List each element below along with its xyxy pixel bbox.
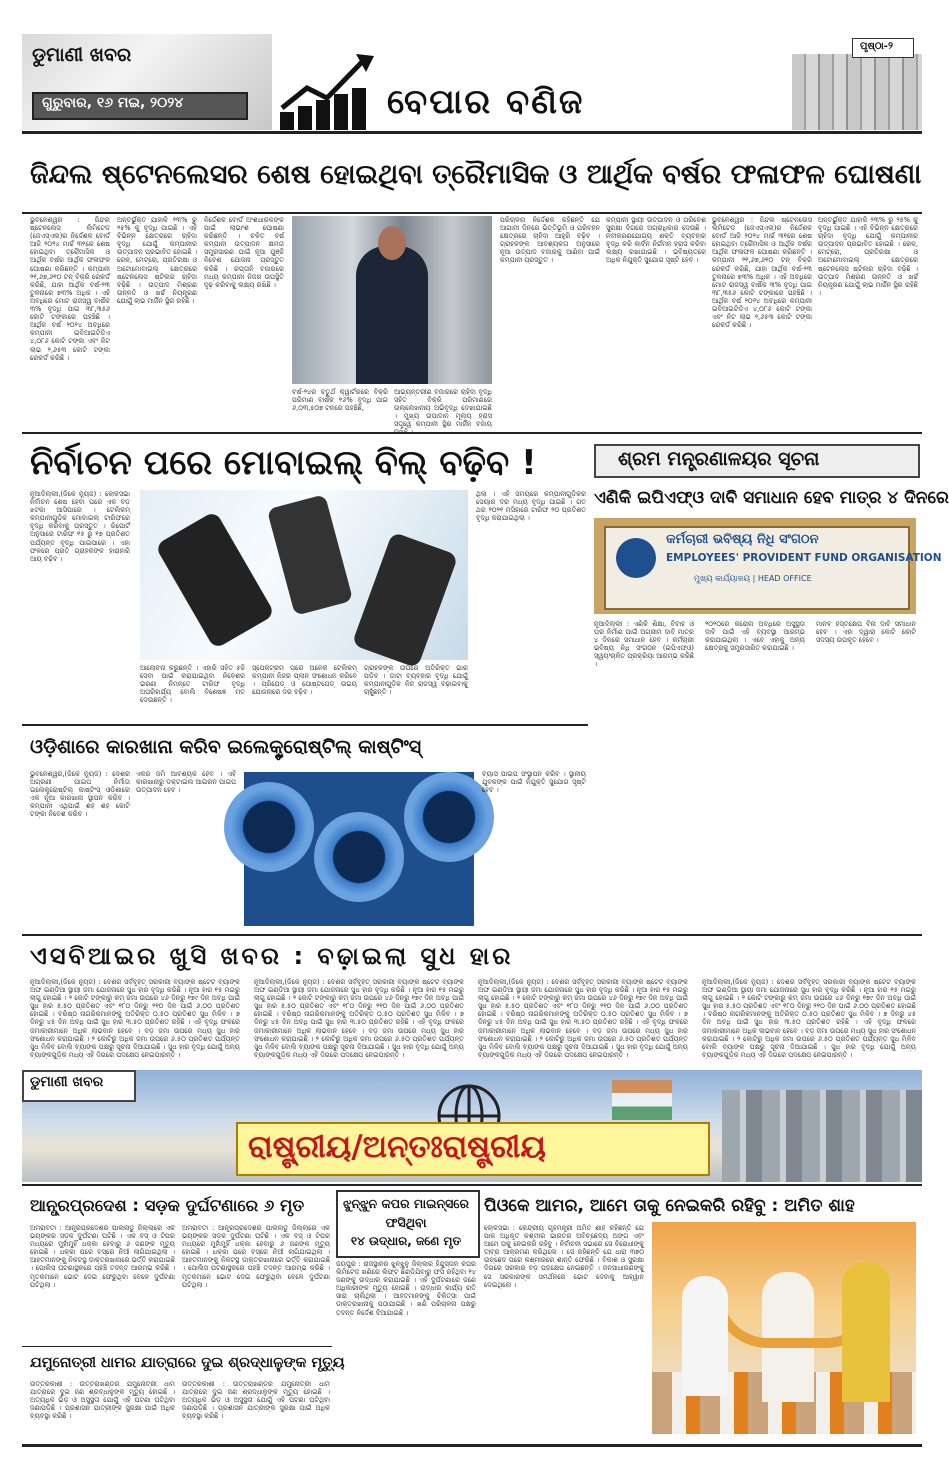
yamunotri-top-rule xyxy=(22,1346,332,1347)
epfo-label: ଶ୍ରମ ମନ୍ତ୍ରଣାଳୟର ସୂଚନା xyxy=(618,448,820,470)
mobile-column-4: ଗ୍ରାହକଙ୍କ ଉପରେ ଅତିରିକ୍ତ ଭାର ପଡ଼ିବ । ଡାଟା ବ୍ୟବହାର ବୃଦ୍ଧି ଯୋଗୁଁ କମ୍ପାନୀଗୁଡ଼ିକ ନିଜ ରାଜସ୍ୱ ବଢ଼ାଇବାକୁ ଚାହୁଁଛନ୍ତି । xyxy=(364,664,468,697)
andhra-top-rule xyxy=(22,1184,922,1186)
lead-headline: ଜିନ୍ଦଲ ଷ୍ଟେନଲେସର ଶେଷ ହୋଇଥିବା ତ୍ରୈମାସିକ ଓ ଆର୍ଥିକ ବର୍ଷର ଫଳାଫଳ ଘୋଷଣା xyxy=(30,159,922,190)
sbi-column-3: ନୂଆଦିଲ୍ଲୀ,(ଜିକେ ନ୍ୟୁଜ) : ଦେଶର ସର୍ବବୃହତ୍ ସରକାରୀ ବ୍ୟାଙ୍କ ଷ୍ଟେଟ ବ୍ୟାଙ୍କ ଅଫ ଇଣ୍ଡିଆ ସ୍ଥାୟୀ ଜମା ଯୋଜନାରେ ସୁଧ ହାର ବୃଦ୍ଧି କରିଛି । ନୂଆ ହାର ୧୫ ମଇରୁ ଲାଗୁ ହୋଇଛି । ୨ କୋଟି ଟଙ୍କାରୁ କମ୍ ଜମା ଉପରେ ୪୬ ଦିନରୁ ୧୭୯ ଦିନ ଅବଧି ପାଇଁ ସୁଧ ହାର ୫.୫୦ ପ୍ରତିଶତ ଏବଂ ୧୮୦ ଦିନରୁ ୨୧୦ ଦିନ ପାଇଁ ୬.୦୦ ପ୍ରତିଶତ ହୋଇଛି । ବରିଷ୍ଠ ନାଗରିକମାନଙ୍କୁ ଅତିରିକ୍ତ ୦.୫୦ ପ୍ରତିଶତ ସୁଧ ମିଳିବ । ୭ ଦିନରୁ ୪୫ ଦିନ ଅବଧି ପାଇଁ ସୁଧ ହାର ୩.୫୦ ପ୍ରତିଶତ ରହିଛି । ଏହି ବୃଦ୍ଧି ଫଳରେ ଜମାକାରୀମାନେ ଅଧିକ ଲାଭବାନ ହେବେ । ବଡ଼ ଜମା ଉପରେ ମଧ୍ୟ ସୁଧ ହାର ସଂଶୋଧନ କରାଯାଇଛି । ୨ କୋଟିରୁ ଅଧିକ ଜମା ଉପରେ ୬.୫୦ ପ୍ରତିଶତ ପର୍ଯ୍ୟନ୍ତ ସୁଧ ମିଳିବ ବୋଲି ବ୍ୟାଙ୍କ ପକ୍ଷରୁ ସୂଚନା ଦିଆଯାଇଛି । ସୁଧ ହାର ବୃଦ୍ଧି ଯୋଗୁଁ ଅନ୍ୟ ବ୍ୟାଙ୍କଗୁଡ଼ିକ ମଧ୍ୟ ଏହି ଦିଗରେ ପଦକ୍ଷେପ ନେଇପାରନ୍ତି । xyxy=(478,978,688,1059)
growth-chart-icon xyxy=(272,48,382,132)
national-banner xyxy=(22,1070,922,1182)
yamunotri-column-1: ଉତ୍ତରକାଶୀ : ଉତ୍ତରାଖଣ୍ଡର ଯମୁନୋତ୍ରୀ ଧାମ ଯାତ୍ରାରେ ଦୁଇ ଜଣ ଶ୍ରଦ୍ଧାଳୁଙ୍କ ମୃତ୍ୟୁ ହୋଇଛି । ଅତ୍ୟଧିକ ଭିଡ଼ ଓ ଅସୁସ୍ଥତା ଯୋଗୁଁ ଏହି ଘଟଣା ଘଟିଥିବା ଜଣାପଡ଼ିଛି । ପ୍ରଶାସନ ଯାତ୍ରୀଙ୍କ ସୁରକ୍ଷା ପାଇଁ ଅଧିକ ବ୍ୟବସ୍ଥା କରିଛି । xyxy=(30,1380,175,1421)
leader-2-figure xyxy=(842,1262,890,1402)
factory-column-1: ଭୁବନେଶ୍ୱର,(ଜିକେ ନ୍ୟୁଜ) : ଦେଶର ଅଗ୍ରଣୀ ପାଇପ ନିର୍ମାତା ଇଲେକ୍ଟ୍ରୋଷ୍ଟିଲ୍ କାଷ୍ଟିଂସ୍ ଓଡ଼ିଶାରେ ଏକ ନୂଆ କାରଖାନା ସ୍ଥାପନ କରିବ । କମ୍ପାନୀ ଏଥିପାଇଁ ଶହ ଶହ କୋଟି ଟଙ୍କା ନିବେଶ କରିବ । xyxy=(30,770,130,819)
andhra-column-1: ଅମରାବତୀ : ଆନ୍ଧ୍ରପ୍ରଦେଶର ପାଲନାଡୁ ଜିଲ୍ଲାରେ ଏକ ଭୟଙ୍କର ସଡ଼କ ଦୁର୍ଘଟଣା ଘଟିଛି । ଏକ ବସ୍ ଓ ଟିପର ମଧ୍ୟରେ ମୁହାଁମୁହିଁ ଧକ୍କା ହେବାରୁ ୬ ଜଣଙ୍କ ମୃତ୍ୟୁ ହୋଇଛି । ଧକ୍କା ପରେ ବସ୍‌ରେ ନିଆଁ ଲାଗିଯାଇଥିଲା । ଆହତମାନଙ୍କୁ ନିକଟସ୍ଥ ଡାକ୍ତରଖାନାରେ ଭର୍ତ୍ତି କରାଯାଇଛି । ପୋଲିସ ଘଟଣାସ୍ଥଳରେ ପହଞ୍ଚି ତଦନ୍ତ ଆରମ୍ଭ କରିଛି । ମୃତକମାନେ ଭୋଟ ଦେଇ ଫେରୁଥିବା ବେଳେ ଦୁର୍ଘଟଣା ଘଟିଥିଲା । xyxy=(30,1224,176,1289)
executive-face xyxy=(378,226,406,260)
lead-bottom-rule xyxy=(22,432,922,434)
andhra-headline: ଆନ୍ଧ୍ରପ୍ରଦେଶ : ସଡ଼କ ଦୁର୍ଘଟଣାରେ ୬ ମୃତ xyxy=(30,1196,305,1215)
mine-headline: ଝୁନ୍‌ଝୁନ କପର ମାଇନ୍ସରେ ଫସିଥିବା xyxy=(342,1196,470,1230)
lead-column-4: ଆଭ୍ୟନ୍ତରୀଣ ବଜାରରେ ଚାହିଦା ବୃଦ୍ଧି ସହିତ ବିକ୍ରି ପରିମାଣରେ ଉଲ୍ଲେଖନୀୟ ଅଭିବୃଦ୍ଧି ଦେଖାଯାଇଛି । ମୁଖ୍ୟ ଉପାଦାନ ମୂଲ୍ୟ ହ୍ରାସ ସତ୍ତ୍ୱେ କମ୍ପାନୀ ସ୍ଥିର ମାର୍ଜିନ ବଜାୟ xyxy=(394,388,492,429)
page-bottom-rule xyxy=(22,1444,922,1447)
yamunotri-column-2: ଉତ୍ତରକାଶୀ : ଉତ୍ତରାଖଣ୍ଡର ଯମୁନୋତ୍ରୀ ଧାମ ଯାତ୍ରାରେ ଦୁଇ ଜଣ ଶ୍ରଦ୍ଧାଳୁଙ୍କ ମୃତ୍ୟୁ ହୋଇଛି । ଅତ୍ୟଧିକ ଭିଡ଼ ଓ ଅସୁସ୍ଥତା ଯୋଗୁଁ ଏହି ଘଟଣା ଘଟିଥିବା ଜଣାପଡ଼ିଛି । ପ୍ରଶାସନ ଯାତ୍ରୀଙ୍କ ସୁରକ୍ଷା ପାଇଁ ଅଧିକ ବ୍ୟବସ୍ଥା କରିଛି । xyxy=(182,1380,330,1421)
epfo-logo xyxy=(616,538,656,578)
sbi-headline: ଏସବିଆଇର ଖୁସି ଖବର : ବଢ଼ାଇଲା ସୁଧ ହାର xyxy=(30,942,514,970)
smartphone-1 xyxy=(155,511,276,650)
leader-3-figure xyxy=(682,1276,728,1396)
lead-column-8: ଅନ୍ତର୍ଭୁକ୍ତ ଯାହାକି ୨୩% ରୁ ୨୫% କୁ ବୃଦ୍ଧି ପାଇଛି । ଏହି ବିଭିନ୍ନ କ୍ଷେତ୍ରରେ ଚାହିଦା ବୃଦ୍ଧି ଯୋଗୁଁ କମ୍ପାନୀର ଉତ୍ପାଦନ ପ୍ରଭାବିତ ହୋଇଛି । ରେଳ, ମେଟ୍ରୋ, ପ୍ରତିରକ୍ଷା ଓ ଅଟୋମୋବାଇଲ୍ କ୍ଷେତ୍ରରେ ଷ୍ଟେନଲେସ ଷ୍ଟିଲର ଚାହିଦା ବଢ଼ିଛି । ଉତ୍ପାଦ ମିଶ୍ରଣ ଉନ୍ନତି ଓ ଖର୍ଚ୍ଚ ନିୟନ୍ତ୍ରଣ ଯୋଗୁଁ ଲାଭ ମାର୍ଜିନ ସ୍ଥିର ରହିଛି । xyxy=(818,216,918,297)
mobile-column-3: ସ୍ପେକଟ୍ରମ ପରେ ଅନେକ ଟେଲିକମ୍ କମ୍ପାନୀ ନିଜର ପ୍ଲାନ ସଂଶୋଧନ କରିବେ । ପ୍ରିପେଡ୍ ଓ ପୋଷ୍ଟପେଡ୍ ଉଭୟ ଯୋଜନାରେ ଦର ବଢ଼ିବ । xyxy=(252,664,357,697)
lead-column-2: ଅନ୍ତର୍ଭୁକ୍ତ ଯାହାକି ୨୩% ରୁ ୨୫% କୁ ବୃଦ୍ଧି ପାଇଛି । ଏହି ବିଭିନ୍ନ କ୍ଷେତ୍ରରେ ଚାହିଦା ବୃଦ୍ଧି ଯୋଗୁଁ କମ୍ପାନୀର ଉତ୍ପାଦନ ପ୍ରଭାବିତ ହୋଇଛି । ରେଳ, ମେଟ୍ରୋ, ପ୍ରତିରକ୍ଷା ଓ ଅଟୋମୋବାଇଲ୍ କ୍ଷେତ୍ରରେ ଷ୍ଟେନଲେସ ଷ୍ଟିଲର ଚାହିଦା ବଢ଼ିଛି । ଉତ୍ପାଦ ମିଶ୍ରଣ ଉନ୍ନତି ଓ ଖର୍ଚ୍ଚ ନିୟନ୍ତ୍ରଣ ଯୋଗୁଁ ଲାଭ ମାର୍ଜିନ ସ୍ଥିର ରହିଛି । xyxy=(117,216,197,305)
factory-column-2: ଏକର ଜମି ଆବଶ୍ୟକ ହେବ । ଏହି କାରଖାନାରୁ ଡକ୍ଟାଇଲ ଆଇରନ ପାଇପ ଉତ୍ପାଦନ ହେବ । xyxy=(136,770,236,795)
lead-rule xyxy=(22,212,922,214)
national-title: ରାଷ୍ଟ୍ରୀୟ/ଅନ୍ତଃରାଷ୍ଟ୍ରୀୟ xyxy=(248,1129,547,1165)
epfo-headline: ଏଣିକି ଇପିଏଫ୍‌ଓ ଦାବି ସମାଧାନ ହେବ ମାତ୍ର ୪ ଦିନରେ xyxy=(594,488,949,508)
factory-column-3: ବ୍ୟାସ ପାଇପ ସଂସ୍ଥାପନ କରିବ । ସ୍ଥାନୀୟ ଯୁବକଙ୍କ ପାଇଁ ନିଯୁକ୍ତି ସୁଯୋଗ ସୃଷ୍ଟି ହେବ । xyxy=(482,770,586,795)
mobile-column-2: ଆଲୋଚନା କରୁଛନ୍ତି । ଏହାରି ସହିତ ୫ଜି ସେବା ପାଇଁ କରାଯାଇଥିବା ନିବେଶର ଭରଣା ନିମନ୍ତେ ଟାରିଫ ବୃଦ୍ଧି ଅପରିହାର୍ଯ୍ୟ ବୋଲି ବିଶେଷଜ୍ଞ ମତ ଦେଉଛନ୍ତି । xyxy=(140,664,245,705)
smartphone-3 xyxy=(352,532,459,669)
mobile-column-1: ନୂଆଦିଲ୍ଲୀ,(ଜିକେ ନ୍ୟୁଜ) : ଲୋକସଭା ନିର୍ବାଚନ ଶେଷ ହେବା ପରେ ଏକ ବଡ଼ ଝଟକା ଆସିପାରେ । ଟେଲିକମ୍ କମ୍ପାନୀଗୁଡ଼ିକ ମୋବାଇଲ୍ ଟାରିଫରେ ବୃଦ୍ଧି କରିବାକୁ ପ୍ରସ୍ତୁତ । ରିପୋର୍ଟ ଅନୁସାରେ ଟାରିଫ ୧୫ ରୁ ୧୭ ପ୍ରତିଶତ ପର୍ଯ୍ୟନ୍ତ ବୃଦ୍ଧି ପାଇପାରେ । ଏହା ଫଳରେ ପ୍ରତି ଗ୍ରାହକଙ୍କ ହାରାହାରି ଆୟ ବଢ଼ିବ । xyxy=(30,490,130,563)
masthead-rule xyxy=(22,131,922,134)
globe-icon xyxy=(434,1076,504,1128)
factory-top-rule xyxy=(22,724,588,726)
masthead xyxy=(22,34,922,130)
epfo-column-1: ନୂଆଦିଲ୍ଲୀ : ଏଣିକି ଶିକ୍ଷା, ବିବାହ ଓ ଘର ନିର୍ମାଣ ପାଇଁ ଅଗ୍ରୀମ ଦାବି ମାତ୍ର ୪ ଦିନରେ ସମାଧାନ ହେବ । କର୍ମଚାରୀ ଭବିଷ୍ୟ ନିଧି ସଂଗଠନ (ଇପିଏଫ୍‌ଓ) ସ୍ୱୟଂଚାଳିତ ପ୍ରକ୍ରିୟା ଆରମ୍ଭ କରିଛି । xyxy=(594,620,694,669)
pipes-photo xyxy=(244,772,474,926)
lead-column-7: ଭୁବନେଶ୍ୱର : ଜିନ୍ଦଲ ଷ୍ଟେନଲେସ ଲିମିଟେଡ (ଜେଏସ୍‌ଏଲ)ର ନିର୍ଦ୍ଦେଶକ ବୋର୍ଡ ଆଜି ୨୦୨୪ ମାର୍ଚ୍ଚ ୩୧ରେ ଶେଷ ହୋଇଥିବା ତ୍ରୈମାସିକ ଓ ଆର୍ଥିକ ବର୍ଷର ଆର୍ଥିକ ଫଳାଫଳ ଘୋଷଣା କରିଛନ୍ତି । କମ୍ପାନୀ ୨୧,୬୭,୬୧୦ ଟନ୍ ବିକ୍ରି ରେକର୍ଡ କରିଛି, ଯାହା ଆର୍ଥିକ ବର୍ଷ-୨୩ ତୁଳନାରେ ୭୩% ଅଧିକ । ଏହି ଅବଧିରେ ମୋଟ ରାଜସ୍ୱ ବାର୍ଷିକ ୩% ବୃଦ୍ଧି ପାଇ ୩୮,୩୫୬ କୋଟି ଟଙ୍କାରେ ପହଞ୍ଚିଛି । ଆର୍ଥିକ ବର୍ଷ ୨୦୨୪ ଅବଧିରେ କମ୍ପାନୀ ଇବିଆଇଟିଡିଏ ୪,୦୮୬ କୋଟି ଟଙ୍କା ଏବଂ ନିଟ ଲାଭ ୨,୬୫୩ କୋଟି ଟଙ୍କା ରେକର୍ଡ କରିଛି । xyxy=(712,216,812,330)
factory-headline: ଓଡ଼ିଶାରେ କାରଖାନା କରିବ ଇଲେକ୍ଟ୍ରୋଷ୍ଟିଲ୍ କାଷ୍ଟିଂସ୍ xyxy=(30,736,422,758)
epfo-sign-odia: କର୍ମଚାରୀ ଭବିଷ୍ୟ ନିଧି ସଂଗଠନ xyxy=(666,532,819,547)
mobile-photo xyxy=(140,490,468,660)
pipe-1 xyxy=(224,782,314,872)
sbi-column-2: ନୂଆଦିଲ୍ଲୀ,(ଜିକେ ନ୍ୟୁଜ) : ଦେଶର ସର୍ବବୃହତ୍ ସରକାରୀ ବ୍ୟାଙ୍କ ଷ୍ଟେଟ ବ୍ୟାଙ୍କ ଅଫ ଇଣ୍ଡିଆ ସ୍ଥାୟୀ ଜମା ଯୋଜନାରେ ସୁଧ ହାର ବୃଦ୍ଧି କରିଛି । ନୂଆ ହାର ୧୫ ମଇରୁ ଲାଗୁ ହୋଇଛି । ୨ କୋଟି ଟଙ୍କାରୁ କମ୍ ଜମା ଉପରେ ୪୬ ଦିନରୁ ୧୭୯ ଦିନ ଅବଧି ପାଇଁ ସୁଧ ହାର ୫.୫୦ ପ୍ରତିଶତ ଏବଂ ୧୮୦ ଦିନରୁ ୨୧୦ ଦିନ ପାଇଁ ୬.୦୦ ପ୍ରତିଶତ ହୋଇଛି । ବରିଷ୍ଠ ନାଗରିକମାନଙ୍କୁ ଅତିରିକ୍ତ ୦.୫୦ ପ୍ରତିଶତ ସୁଧ ମିଳିବ । ୭ ଦିନରୁ ୪୫ ଦିନ ଅବଧି ପାଇଁ ସୁଧ ହାର ୩.୫୦ ପ୍ରତିଶତ ରହିଛି । ଏହି ବୃଦ୍ଧି ଫଳରେ ଜମାକାରୀମାନେ ଅଧିକ ଲାଭବାନ ହେବେ । ବଡ଼ ଜମା ଉପରେ ମଧ୍ୟ ସୁଧ ହାର ସଂଶୋଧନ କରାଯାଇଛି । ୨ କୋଟିରୁ ଅଧିକ ଜମା ଉପରେ ୬.୫୦ ପ୍ରତିଶତ ପର୍ଯ୍ୟନ୍ତ ସୁଧ ମିଳିବ ବୋଲି ବ୍ୟାଙ୍କ ପକ୍ଷରୁ ସୂଚନା ଦିଆଯାଇଛି । ସୁଧ ହାର ବୃଦ୍ଧି ଯୋଗୁଁ ଅନ୍ୟ ବ୍ୟାଙ୍କଗୁଡ଼ିକ ମଧ୍ୟ ଏହି ଦିଗରେ ପଦକ୍ଷେପ ନେଇପାରନ୍ତି । xyxy=(254,978,464,1059)
section-title: ବେପାର ବଣିଜ xyxy=(387,82,585,122)
sbi-top-rule xyxy=(22,934,922,936)
epfo-column-2: ୨୦୨୦ରେ କରୋନା ଅବଧିରେ ଅସୁସ୍ଥତା ଦାବି ପାଇଁ ଏହି ବ୍ୟବସ୍ଥା ଆରମ୍ଭ କରାଯାଇଥିଲା । ଏବେ ଏହାକୁ ଅନ୍ୟ କ୍ଷେତ୍ରକୁ ସମ୍ପ୍ରସାରିତ କରାଯାଇଛି । xyxy=(705,620,805,653)
pipe-2 xyxy=(314,812,404,902)
mine-column: ଜୟପୁର : ରାଜସ୍ଥାନର ଝୁନ୍‌ଝୁନୁ ଜିଲ୍ଲାର ହିନ୍ଦୁସ୍ତାନ କପର ଲିମିଟେଡ ଖଣିରେ ଲିଫ୍ଟ ଛିଣ୍ଡିଯିବାରୁ ଫସି ରହିଥିବା ୧୪ ଜଣଙ୍କୁ ଉଦ୍ଧାର କରାଯାଇଛି । ଏହି ଦୁର୍ଘଟଣାରେ ଜଣେ ଅଧିକାରୀଙ୍କ ମୃତ୍ୟୁ ହୋଇଛି । ଉଦ୍ଧାର କାର୍ଯ୍ୟ ରାତି ସାରା ଚାଲିଥିଲା । ଆହତମାନଙ୍କୁ ଚିକିତ୍ସା ପାଇଁ ଡାକ୍ତରଖାନାକୁ ପଠାଯାଇଛି । ଖଣି ପରିଚାଳନା ପକ୍ଷରୁ ତଦନ୍ତ ନିର୍ଦ୍ଦେଶ ଦିଆଯାଇଛି । xyxy=(336,1260,476,1317)
shah-photo xyxy=(652,1222,916,1434)
executive-figure xyxy=(356,246,428,384)
sbi-column-1: ନୂଆଦିଲ୍ଲୀ,(ଜିକେ ନ୍ୟୁଜ) : ଦେଶର ସର୍ବବୃହତ୍ ସରକାରୀ ବ୍ୟାଙ୍କ ଷ୍ଟେଟ ବ୍ୟାଙ୍କ ଅଫ ଇଣ୍ଡିଆ ସ୍ଥାୟୀ ଜମା ଯୋଜନାରେ ସୁଧ ହାର ବୃଦ୍ଧି କରିଛି । ନୂଆ ହାର ୧୫ ମଇରୁ ଲାଗୁ ହୋଇଛି । ୨ କୋଟି ଟଙ୍କାରୁ କମ୍ ଜମା ଉପରେ ୪୬ ଦିନରୁ ୧୭୯ ଦିନ ଅବଧି ପାଇଁ ସୁଧ ହାର ୫.୫୦ ପ୍ରତିଶତ ଏବଂ ୧୮୦ ଦିନରୁ ୨୧୦ ଦିନ ପାଇଁ ୬.୦୦ ପ୍ରତିଶତ ହୋଇଛି । ବରିଷ୍ଠ ନାଗରିକମାନଙ୍କୁ ଅତିରିକ୍ତ ୦.୫୦ ପ୍ରତିଶତ ସୁଧ ମିଳିବ । ୭ ଦିନରୁ ୪୫ ଦିନ ଅବଧି ପାଇଁ ସୁଧ ହାର ୩.୫୦ ପ୍ରତିଶତ ରହିଛି । ଏହି ବୃଦ୍ଧି ଫଳରେ ଜମାକାରୀମାନେ ଅଧିକ ଲାଭବାନ ହେବେ । ବଡ଼ ଜମା ଉପରେ ମଧ୍ୟ ସୁଧ ହାର ସଂଶୋଧନ କରାଯାଇଛି । ୨ କୋଟିରୁ ଅଧିକ ଜମା ଉପରେ ୬.୫୦ ପ୍ରତିଶତ ପର୍ଯ୍ୟନ୍ତ ସୁଧ ମିଳିବ ବୋଲି ବ୍ୟାଙ୍କ ପକ୍ଷରୁ ସୂଚନା ଦିଆଯାଇଛି । ସୁଧ ହାର ବୃଦ୍ଧି ଯୋଗୁଁ ଅନ୍ୟ ବ୍ୟାଙ୍କଗୁଡ଼ିକ ମଧ୍ୟ ଏହି ଦିଗରେ ପଦକ୍ଷେପ ନେଇପାରନ୍ତି । xyxy=(30,978,240,1059)
city-skyline xyxy=(722,1090,922,1182)
yamunotri-headline: ଯମୁନୋତ୍ରୀ ଧାମର ଯାତ୍ରାରେ ଦୁଇ ଶ୍ରଦ୍ଧାଳୁଙ୍କ ମୃତ୍ୟୁ xyxy=(30,1355,345,1371)
epfo-sign-photo xyxy=(594,518,942,614)
lead-column-6: କମ୍ପାନୀ ସ୍ଥାୟୀ ଉତ୍ପାଦନ ଓ ପରିବେଶ ସୁରକ୍ଷା ଦିଗରେ ଅଗ୍ରାଧିକାର ଦେଉଛି । ନବୀକରଣଯୋଗ୍ୟ ଶକ୍ତି ବ୍ୟବହାର ବୃଦ୍ଧି କରି କାର୍ବନ ନିର୍ଗମନ ହ୍ରାସ କରିବା ଲକ୍ଷ୍ୟ ରଖାଯାଇଛି । ଭବିଷ୍ୟତରେ ଅଧିକ ନିଯୁକ୍ତି ସୁଯୋଗ ସୃଷ୍ଟି ହେବ । xyxy=(606,216,706,265)
lead-photo-caption: ବର୍ଷ-୨୪ର ଚତୁର୍ଥ କ୍ୱାର୍ଟରରେ ବିକ୍ରି ପରିମାଣ ବାର୍ଷିକ ୧୬% ବୃଦ୍ଧି ପାଇ ୬,୦୩,୫୦୭ ଟନରେ ପହଞ୍ଚିଛି, xyxy=(292,388,388,413)
mobile-column-5: ଥିଲା । ଏହି ସମୟରେ କମ୍ପାନୀଗୁଡ଼ିକର ସେୟାର ଦର ମଧ୍ୟ ବୃଦ୍ଧି ପାଇଛି । ଗତ ଥର ୨୦୨୧ ମସିହାରେ ଟାରିଫ ୨୦ ପ୍ରତିଶତ ବୃଦ୍ଧି କରାଯାଇଥିଲା । xyxy=(476,490,586,523)
epfo-sign-english: EMPLOYEES' PROVIDENT FUND ORGANISATION xyxy=(666,552,942,564)
brand-name: ଡୁମାଣୀ ଖବର xyxy=(32,44,132,66)
coins-image xyxy=(792,54,922,130)
mobile-headline: ନିର୍ବାଚନ ପରେ ମୋବାଇଲ୍ ବିଲ୍ ବଢ଼ିବ ! xyxy=(30,443,537,483)
epfo-sign-office: ମୁଖ୍ୟ କାର୍ଯ୍ୟାଳୟ | HEAD OFFICE xyxy=(694,574,812,583)
page-number: ପୃଷ୍ଠା-୨ xyxy=(860,41,893,52)
epfo-column-3: ମାନବ ହସ୍ତକ୍ଷେପ ବିନା ଦାବି ସମାଧାନ ହେବ । ଏହା ଦ୍ୱାରା କୋଟି କୋଟି ସଦସ୍ୟ ଉପକୃତ ହେବେ । xyxy=(816,620,916,645)
smartphone-2 xyxy=(267,494,353,616)
lead-column-1: ଭୁବନେଶ୍ୱର : ଜିନ୍ଦଲ ଷ୍ଟେନଲେସ ଲିମିଟେଡ (ଜେଏସ୍‌ଏଲ)ର ନିର୍ଦ୍ଦେଶକ ବୋର୍ଡ ଆଜି ୨୦୨୪ ମାର୍ଚ୍ଚ ୩୧ରେ ଶେଷ ହୋଇଥିବା ତ୍ରୈମାସିକ ଓ ଆର୍ଥିକ ବର୍ଷର ଆର୍ଥିକ ଫଳାଫଳ ଘୋଷଣା କରିଛନ୍ତି । କମ୍ପାନୀ ୨୧,୬୭,୬୧୦ ଟନ୍ ବିକ୍ରି ରେକର୍ଡ କରିଛି, ଯାହା ଆର୍ଥିକ ବର୍ଷ-୨୩ ତୁଳନାରେ ୭୩% ଅଧିକ । ଏହି ଅବଧିରେ ମୋଟ ରାଜସ୍ୱ ବାର୍ଷିକ ୩% ବୃଦ୍ଧି ପାଇ ୩୮,୩୫୬ କୋଟି ଟଙ୍କାରେ ପହଞ୍ଚିଛି । ଆର୍ଥିକ ବର୍ଷ ୨୦୨୪ ଅବଧିରେ କମ୍ପାନୀ ଇବିଆଇଟିଡିଏ ୪,୦୮୬ କୋଟି ଟଙ୍କା ଏବଂ ନିଟ ଲାଭ ୨,୬୫୩ କୋଟି ଟଙ୍କା ରେକର୍ଡ କରିଛି । xyxy=(30,216,110,362)
sbi-column-4: ନୂଆଦିଲ୍ଲୀ,(ଜିକେ ନ୍ୟୁଜ) : ଦେଶର ସର୍ବବୃହତ୍ ସରକାରୀ ବ୍ୟାଙ୍କ ଷ୍ଟେଟ ବ୍ୟାଙ୍କ ଅଫ ଇଣ୍ଡିଆ ସ୍ଥାୟୀ ଜମା ଯୋଜନାରେ ସୁଧ ହାର ବୃଦ୍ଧି କରିଛି । ନୂଆ ହାର ୧୫ ମଇରୁ ଲାଗୁ ହୋଇଛି । ୨ କୋଟି ଟଙ୍କାରୁ କମ୍ ଜମା ଉପରେ ୪୬ ଦିନରୁ ୧୭୯ ଦିନ ଅବଧି ପାଇଁ ସୁଧ ହାର ୫.୫୦ ପ୍ରତିଶତ ଏବଂ ୧୮୦ ଦିନରୁ ୨୧୦ ଦିନ ପାଇଁ ୬.୦୦ ପ୍ରତିଶତ ହୋଇଛି । ବରିଷ୍ଠ ନାଗରିକମାନଙ୍କୁ ଅତିରିକ୍ତ ୦.୫୦ ପ୍ରତିଶତ ସୁଧ ମିଳିବ । ୭ ଦିନରୁ ୪୫ ଦିନ ଅବଧି ପାଇଁ ସୁଧ ହାର ୩.୫୦ ପ୍ରତିଶତ ରହିଛି । ଏହି ବୃଦ୍ଧି ଫଳରେ ଜମାକାରୀମାନେ ଅଧିକ ଲାଭବାନ ହେବେ । ବଡ଼ ଜମା ଉପରେ ମଧ୍ୟ ସୁଧ ହାର ସଂଶୋଧନ କରାଯାଇଛି । ୨ କୋଟିରୁ ଅଧିକ ଜମା ଉପରେ ୬.୫୦ ପ୍ରତିଶତ ପର୍ଯ୍ୟନ୍ତ ସୁଧ ମିଳିବ ବୋଲି ବ୍ୟାଙ୍କ ପକ୍ଷରୁ ସୂଚନା ଦିଆଯାଇଛି । ସୁଧ ହାର ବୃଦ୍ଧି ଯୋଗୁଁ ଅନ୍ୟ ବ୍ୟାଙ୍କଗୁଡ଼ିକ ମଧ୍ୟ ଏହି ଦିଗରେ ପଦକ୍ଷେପ ନେଇପାରନ୍ତି । xyxy=(702,978,916,1059)
lead-column-5: ପରିଚାଳନା ନିର୍ଦ୍ଦେଶକ କହିଛନ୍ତି ଯେ ଆଗାମୀ ଦିନରେ ଭିତ୍ତିଭୂମି ଓ ପରିବହନ କ୍ଷେତ୍ରରେ ଚାହିଦା ଆହୁରି ବଢ଼ିବ । ଗ୍ରାହକଙ୍କ ଆବଶ୍ୟକତା ଅନୁସାରେ ନୂଆ ଉତ୍ପାଦ ବଜାରକୁ ଆଣିବା ପାଇଁ କମ୍ପାନୀ ପ୍ରସ୍ତୁତ । xyxy=(500,216,600,265)
shah-column-1: ଲୋକସଭା : କେନ୍ଦ୍ରୀୟ ଗୃହମନ୍ତ୍ରୀ ଅମିତ ଶାହ କହିଛନ୍ତି ଯେ ପାକ ଅଧିକୃତ କଶ୍ମୀର ଭାରତର ଅବିଚ୍ଛେଦ୍ୟ ଅଙ୍ଗ ଏବଂ ଆମେ ତାକୁ ନେଇକରି ରହିବୁ । ନିର୍ବାଚନୀ ସଭାରେ ସେ ବିରୋଧୀଙ୍କୁ ତୀବ୍ର ଆକ୍ରମଣ କରିଥିଲେ । ସେ କହିଛନ୍ତି ଯେ ଧାରା ୩୭୦ ଉଚ୍ଛେଦ ପରେ କଶ୍ମୀରରେ ଶାନ୍ତି ଫେରିଛି । ବିକାଶ ଓ ସୁରକ୍ଷା ଦିଗରେ ସରକାର ବଡ଼ ପଦକ୍ଷେପ ନେଇଛନ୍ତି । ଜନସାଧାରଣଙ୍କୁ ସେ ସରକାରଙ୍କ ସମର୍ଥନରେ ଭୋଟ ଦେବାକୁ ଆହ୍ୱାନ ଦେଇଥିଲେ । xyxy=(484,1224,644,1289)
flag-image xyxy=(612,1080,672,1120)
lead-column-3: ନିର୍ଦ୍ଦେଶକ ବୋର୍ଡ ଅଂଶଧାରକଙ୍କ ପାଇଁ ଲାଭାଂଶ ଘୋଷଣା କରିଛନ୍ତି । ଚଳିତ ବର୍ଷ କମ୍ପାନୀ ଉତ୍ପାଦନ କ୍ଷମତା ସମ୍ପ୍ରସାରଣ ପାଇଁ ନୂଆ ପୁଞ୍ଜି ନିବେଶ ଯୋଜନା ପ୍ରସ୍ତୁତ କରିଛି । ରପ୍ତାନି ବଜାରରେ ମଧ୍ୟ କମ୍ପାନୀ ନିଜର ଉପସ୍ଥିତି ଦୃଢ଼ କରିବାକୁ ଲକ୍ଷ୍ୟ ରଖିଛି । xyxy=(204,216,284,289)
national-brand: ଡୁମାଣୀ ଖବର xyxy=(30,1074,104,1090)
lead-photo xyxy=(292,216,492,384)
mine-subhead: ୧୪ ଉଦ୍ଧାର, ଜଣେ ମୃତ xyxy=(350,1234,462,1248)
pipe-3 xyxy=(404,772,494,862)
shah-headline: ପିଓକେ ଆମର, ଆମେ ତାକୁ ନେଇକରି ରହିବୁ : ଅମିତ ଶାହ xyxy=(484,1196,855,1216)
andhra-column-2: ଅମରାବତୀ : ଆନ୍ଧ୍ରପ୍ରଦେଶର ପାଲନାଡୁ ଜିଲ୍ଲାରେ ଏକ ଭୟଙ୍କର ସଡ଼କ ଦୁର୍ଘଟଣା ଘଟିଛି । ଏକ ବସ୍ ଓ ଟିପର ମଧ୍ୟରେ ମୁହାଁମୁହିଁ ଧକ୍କା ହେବାରୁ ୬ ଜଣଙ୍କ ମୃତ୍ୟୁ ହୋଇଛି । ଧକ୍କା ପରେ ବସ୍‌ରେ ନିଆଁ ଲାଗିଯାଇଥିଲା । ଆହତମାନଙ୍କୁ ନିକଟସ୍ଥ ଡାକ୍ତରଖାନାରେ ଭର୍ତ୍ତି କରାଯାଇଛି । ପୋଲିସ ଘଟଣାସ୍ଥଳରେ ପହଞ୍ଚି ତଦନ୍ତ ଆରମ୍ଭ କରିଛି । ମୃତକମାନେ ଭୋଟ ଦେଇ ଫେରୁଥିବା ବେଳେ ଦୁର୍ଘଟଣା ଘଟିଥିଲା । xyxy=(182,1224,330,1289)
issue-date: ଗୁରୁବାର, ୧୬ ମଇ, ୨୦୨୪ xyxy=(42,95,184,111)
